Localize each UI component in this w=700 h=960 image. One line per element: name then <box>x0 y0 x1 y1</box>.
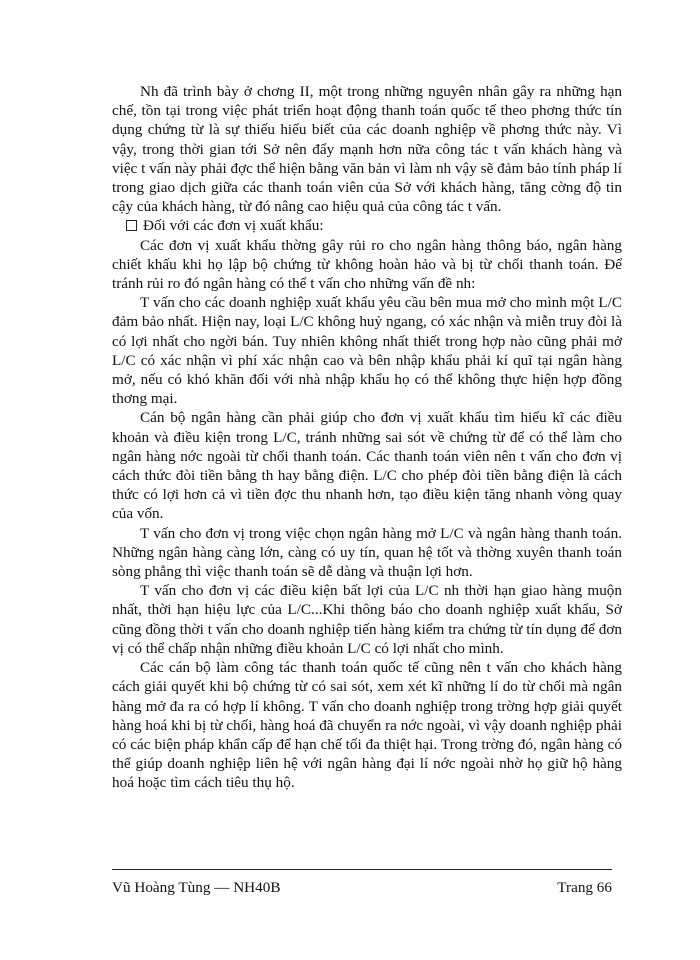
paragraph-lc-advice: T vấn cho các doanh nghiệp xuất khẩu yêu cầu bên mua mở cho mình một L/C đảm bảo nhất. Hiện nay, loại L/C không huỷ ngang, có xác nhận và miễn truy đòi là có lợi nhất cho ngời bán. Tuy nhiên không nhất thiết trong hợp nào cũng phải mở L/C có xác nhận vì phí xác nhận cao và bên nhập khẩu phải kí quĩ tại ngân hàng mở, nếu có khó khăn đối với nhà nhập khẩu họ có thể không thực hiện hợp đồng thơng mại. <box>112 294 622 408</box>
section-heading-exporters <box>112 216 622 235</box>
paragraph-intro: Nh đã trình bày ở chơng II, một trong những nguyên nhân gây ra những hạn chế, tồn tại trong việc phát triển hoạt động thanh toán quốc tế theo phơng thức tín dụng chứng từ là sự thiếu hiểu biết của các doanh nghiệp về phơng thức này. Vì vậy, trong thời gian tới Sở nên đẩy mạnh hơn nữa công tác t vấn khách hàng và việc t vấn này phải đợc thể hiện bằng văn bản vì làm nh vậy sẽ đảm bảo tính pháp lí trong giao dịch giữa các thanh toán viên của Sở với khách hàng, tăng cờng độ tin cậy của khách hàng, từ đó nâng cao hiệu quả của công tác t vấn. <box>112 83 622 216</box>
section-heading-text: Đối với các đơn vị xuất khẩu: <box>143 217 324 235</box>
page-number: Trang 66 <box>557 879 612 896</box>
paragraph-exporter-risks: Các đơn vị xuất khẩu thờng gây rủi ro cho ngân hàng thông báo, ngân hàng chiết khấu khi họ lập bộ chứng từ không hoàn hảo và bị từ chối thanh toán. Để tránh rủi ro đó ngân hàng có thể t vấn cho những vấn đề nh: <box>112 236 622 293</box>
page-footer <box>112 869 612 897</box>
paragraph-unfavorable-terms: T vấn cho đơn vị các điều kiện bất lợi của L/C nh thời hạn giao hàng muộn nhất, thời hạn hiệu lực của L/C...Khi thông báo cho doanh nghiệp xuất khẩu, Sở cũng đồng thời t vấn cho doanh nghiệp tiến hàng kiểm tra chứng từ tín dụng để đơn vị có thể chấp nhận những điều khoản L/C có lợi nhất cho mình. <box>112 582 622 657</box>
bullet-box-icon <box>126 220 137 231</box>
paragraph-lc-terms: Cán bộ ngân hàng cần phải giúp cho đơn vị xuất khẩu tìm hiểu kĩ các điều khoản và điều kiện trong L/C, tránh những sai sót về chứng từ để có thể làm cho ngân hàng nớc ngoài từ chối thanh toán. Các thanh toán viên nên t vấn cho đơn vị cách thức đòi tiền bằng th hay bằng điện. L/C cho phép đòi tiền bằng điện là cách thức có lợi hơn cả vì tiền đợc thu nhanh hơn, tạo điều kiện tăng nhanh vòng quay của vốn. <box>112 409 622 523</box>
document-body <box>112 82 622 793</box>
footer-author: Vũ Hoàng Tùng — NH40B <box>112 879 281 896</box>
paragraph-bank-selection: T vấn cho đơn vị trong việc chọn ngân hàng mở L/C và ngân hàng thanh toán. Những ngân hàng càng lớn, càng có uy tín, quan hệ tốt và thờng xuyên thanh toán sòng phẳng thì việc thanh toán sẽ dễ dàng và thuận lợi hơn. <box>112 524 622 581</box>
paragraph-discrepancies: Các cán bộ làm công tác thanh toán quốc tế cũng nên t vấn cho khách hàng cách giải quyết khi bộ chứng từ có sai sót, xem xét kĩ những lí do từ chối mà ngân hàng mở đa ra có hợp lí không. T vấn cho doanh nghiệp trong trờng hợp giải quyết hàng hoá khi bị từ chối, hàng hoá đã chuyển ra nớc ngoài, vì vậy doanh nghiệp phải có các biện pháp khẩn cấp để hạn chế tối đa thiệt hại. Trong trờng đó, ngân hàng có thể giúp doanh nghiệp liên hệ với ngân hàng đại lí nớc ngoài nhờ họ giữ hộ hàng hoá hoặc tìm cách tiêu thụ hộ. <box>112 659 622 792</box>
